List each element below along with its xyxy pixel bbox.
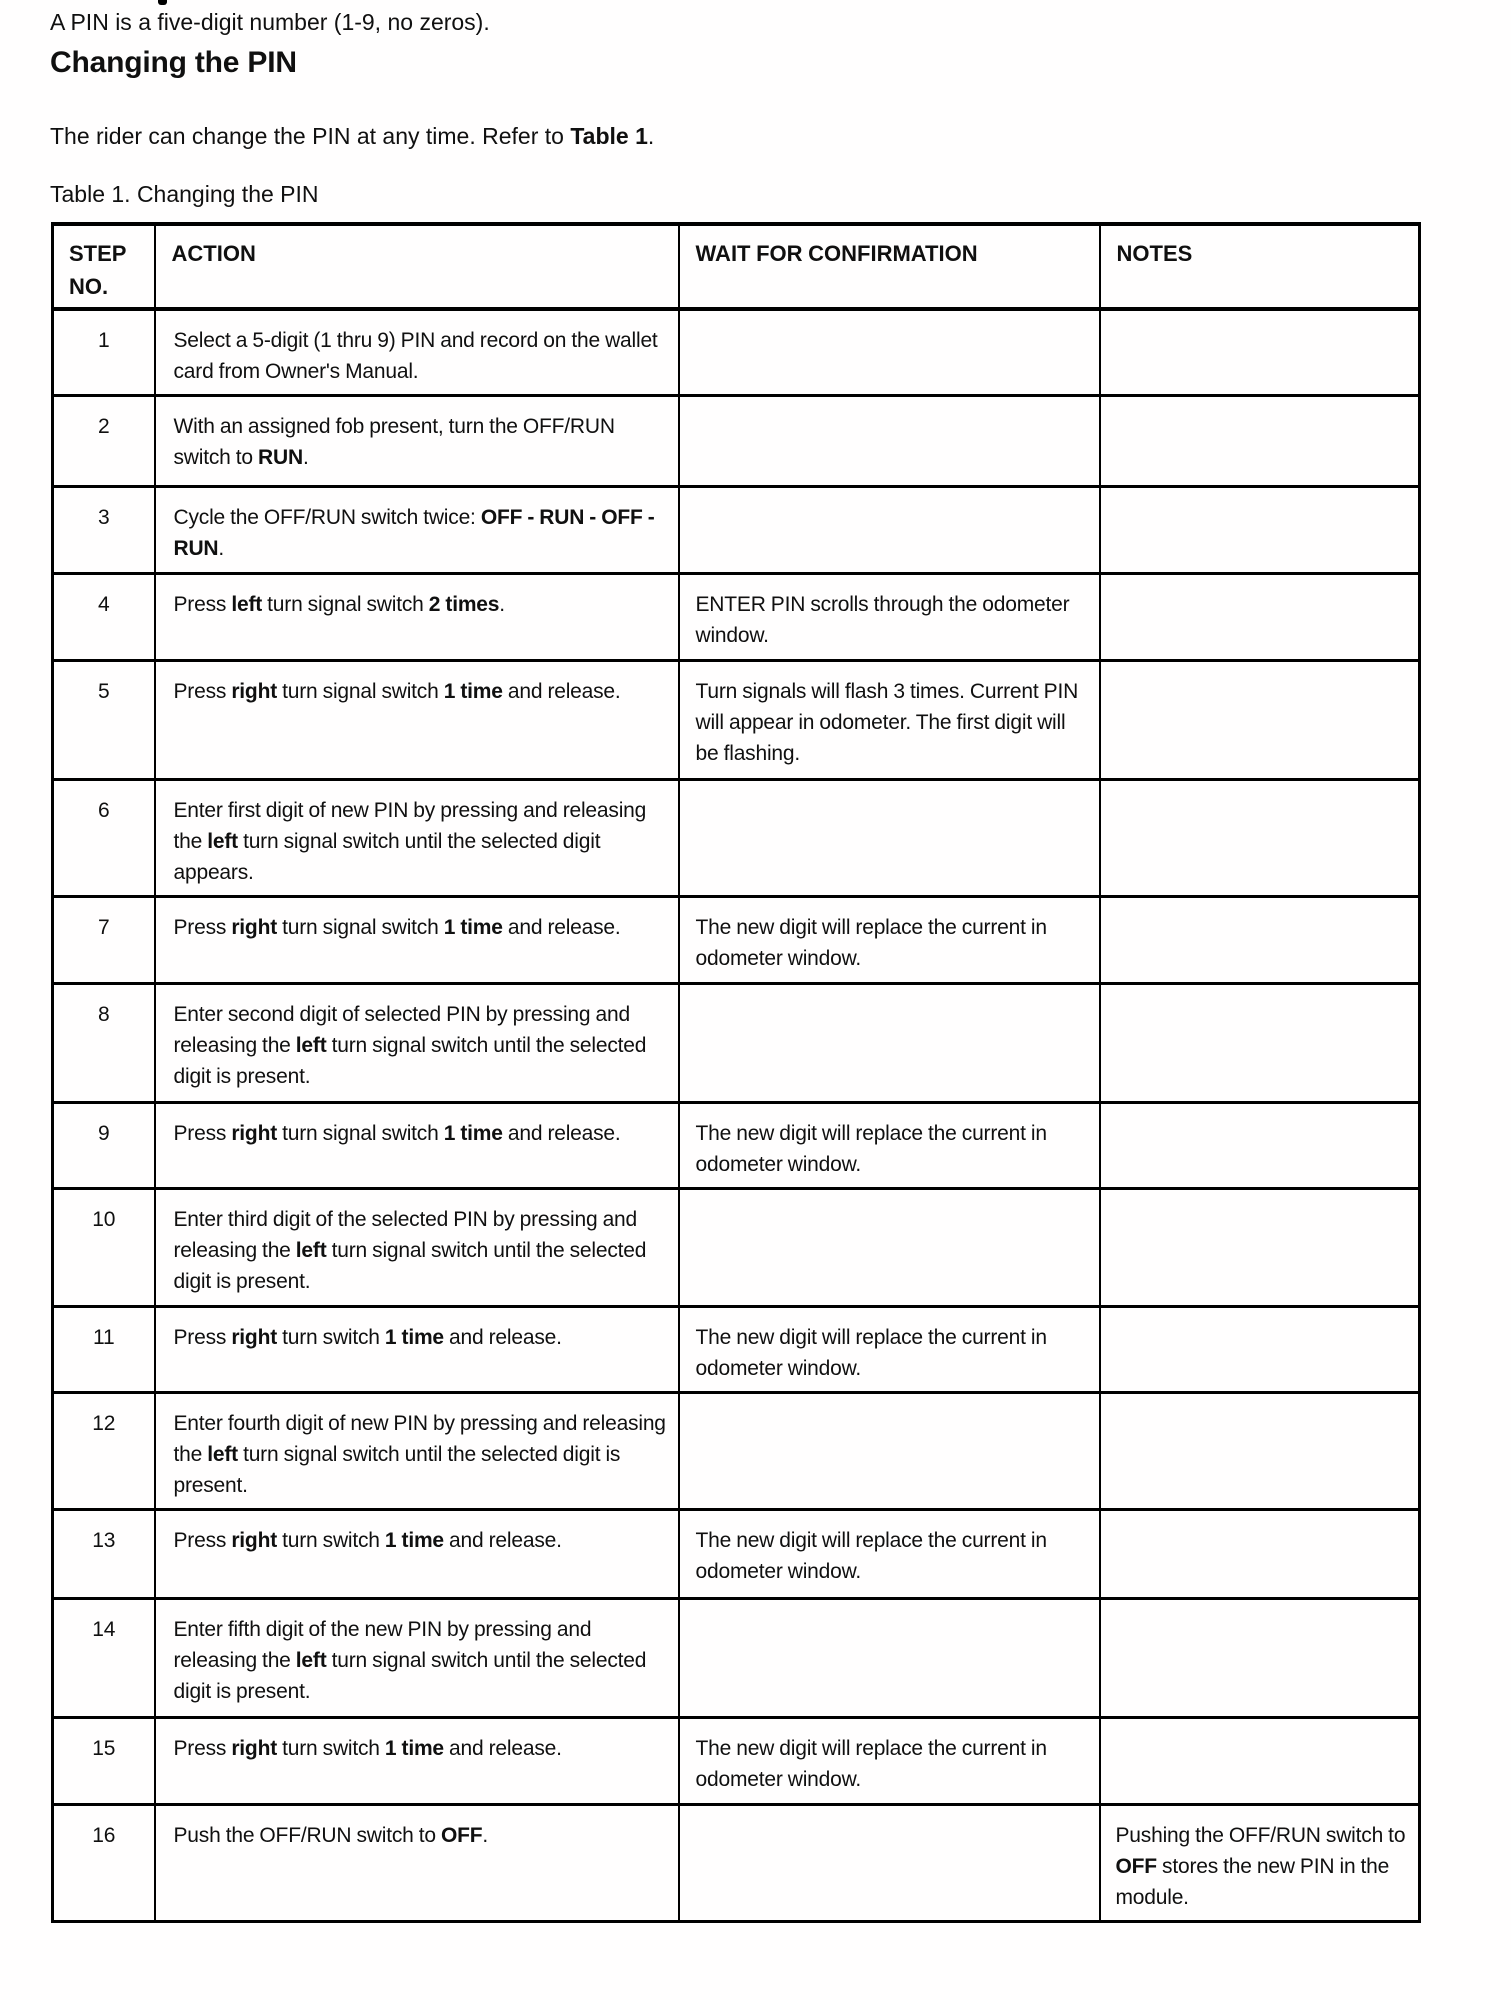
- text: 12: [92, 1411, 116, 1435]
- text: Press: [173, 915, 232, 939]
- text: .: [482, 1823, 489, 1847]
- bold-text: left: [295, 1238, 327, 1262]
- text: and release.: [502, 679, 621, 703]
- confirmation-cell: [679, 1598, 1100, 1717]
- header-notes: NOTES: [1100, 224, 1420, 309]
- text: turn switch: [276, 1325, 385, 1349]
- table-body: [53, 309, 1420, 1921]
- text: .: [499, 592, 505, 616]
- table-caption: Table 1. Changing the PIN: [50, 181, 319, 207]
- bold-text: OFF - RUN - OFF - RUN: [173, 505, 655, 560]
- text: Cycle the OFF/RUN switch twice:: [173, 505, 481, 529]
- bold-text: OFF: [441, 1823, 483, 1847]
- action-cell: [155, 1392, 679, 1509]
- text: The new digit will replace the current in odometer window.: [695, 1325, 1047, 1380]
- notes-cell: [1100, 983, 1420, 1102]
- text: .: [218, 536, 225, 560]
- text: 7: [98, 915, 110, 939]
- text: and release.: [443, 1528, 562, 1552]
- action-cell: [155, 779, 679, 896]
- header-action: ACTION: [155, 224, 679, 309]
- bold-text: right: [231, 1528, 277, 1552]
- table-row: [53, 1509, 1420, 1598]
- notes-cell: [1100, 779, 1420, 896]
- action-cell: [155, 660, 679, 779]
- text: Enter first digit of new PIN by pressing and releasing the: [173, 798, 647, 853]
- confirmation-cell: [679, 1804, 1100, 1921]
- text: 5: [98, 679, 110, 703]
- table-row: [53, 1717, 1420, 1804]
- text: Press: [173, 1528, 232, 1552]
- header-step-no: STEP NO.: [53, 224, 155, 309]
- action-cell: [155, 1306, 679, 1392]
- text: 16: [92, 1823, 116, 1847]
- action-cell: [155, 896, 679, 983]
- step-no-cell: [53, 573, 155, 660]
- confirmation-cell: [679, 660, 1100, 779]
- action-cell: [155, 1188, 679, 1306]
- text: Enter second digit of selected PIN by pressing and releasing the: [173, 1002, 630, 1057]
- text: The new digit will replace the current in odometer window.: [695, 1736, 1047, 1791]
- notes-cell: [1100, 896, 1420, 983]
- action-cell: [155, 573, 679, 660]
- table-row: [53, 1598, 1420, 1717]
- step-no-cell: [53, 486, 155, 573]
- text: stores the new PIN in the module.: [1115, 1854, 1390, 1909]
- action-cell: [155, 309, 679, 395]
- bold-text: 1 time: [443, 1121, 503, 1145]
- text: ENTER PIN scrolls through the odometer window.: [695, 592, 1070, 647]
- confirmation-cell: [679, 1306, 1100, 1392]
- text: Push the OFF/RUN switch to: [173, 1823, 442, 1847]
- text: 1: [98, 329, 110, 352]
- notes-cell: [1100, 1392, 1420, 1509]
- changing-pin-table: [51, 222, 1421, 1923]
- step-no-cell: [53, 1717, 155, 1804]
- step-no-cell: [53, 1188, 155, 1306]
- notes-cell: [1100, 395, 1420, 486]
- text: turn signal switch: [262, 592, 429, 616]
- text: Press: [173, 1121, 232, 1145]
- step-no-cell: [53, 1598, 155, 1717]
- action-cell: [155, 1598, 679, 1717]
- notes-cell: [1100, 660, 1420, 779]
- step-no-cell: [53, 983, 155, 1102]
- bold-text: right: [231, 915, 277, 939]
- text: turn signal switch: [276, 915, 444, 939]
- bold-text: left: [207, 829, 238, 853]
- action-cell: [155, 395, 679, 486]
- text: and release.: [443, 1325, 562, 1349]
- notes-cell: [1100, 573, 1420, 660]
- step-no-cell: [53, 1509, 155, 1598]
- text: Enter fifth digit of the new PIN by pressing and releasing the: [173, 1617, 592, 1672]
- text: .: [647, 123, 655, 149]
- notes-cell: [1100, 1717, 1420, 1804]
- confirmation-cell: [679, 1717, 1100, 1804]
- confirmation-cell: [679, 983, 1100, 1102]
- table-row: [53, 779, 1420, 896]
- confirmation-cell: [679, 395, 1100, 486]
- text: and release.: [502, 915, 621, 939]
- step-no-cell: [53, 1804, 155, 1921]
- text: turn signal switch until the selected digit is present.: [173, 1442, 621, 1497]
- text: Pushing the OFF/RUN switch to: [1115, 1823, 1406, 1847]
- text: .: [302, 445, 309, 469]
- bold-text: right: [231, 1736, 277, 1760]
- text: turn signal switch: [276, 1121, 444, 1145]
- text: 8: [98, 1002, 110, 1026]
- bold-text: 2 times: [428, 592, 500, 616]
- text: and release.: [443, 1736, 562, 1760]
- pin-definition-text: A PIN is a five-digit number (1-9, no zeros).: [50, 9, 490, 35]
- action-cell: [155, 1509, 679, 1598]
- section-heading: Changing the PIN: [50, 46, 297, 79]
- text: 3: [98, 505, 110, 529]
- text: and release.: [502, 1121, 621, 1145]
- action-cell: [155, 1804, 679, 1921]
- notes-cell: [1100, 486, 1420, 573]
- action-cell: [155, 1102, 679, 1188]
- text: 10: [92, 1207, 116, 1231]
- confirmation-cell: [679, 1102, 1100, 1188]
- text: 14: [92, 1617, 116, 1641]
- notes-cell: [1100, 1804, 1420, 1921]
- bold-text: left: [231, 592, 263, 616]
- text: The rider can change the PIN at any time. Refer to: [50, 123, 571, 149]
- notes-cell: [1100, 1598, 1420, 1717]
- table-row: [53, 1392, 1420, 1509]
- text: Enter third digit of the selected PIN by pressing and releasing the: [173, 1207, 638, 1262]
- table-row: [53, 395, 1420, 486]
- step-no-cell: [53, 1392, 155, 1509]
- notes-cell: [1100, 1306, 1420, 1392]
- bold-text: 1 time: [443, 915, 503, 939]
- text: turn signal switch until the selected digit is present.: [173, 1033, 647, 1088]
- text: 6: [98, 798, 110, 822]
- header-confirmation: WAIT FOR CONFIRMATION: [679, 224, 1100, 309]
- text: The new digit will replace the current in odometer window.: [695, 1528, 1047, 1583]
- table-row: [53, 1102, 1420, 1188]
- text: Enter fourth digit of new PIN by pressing and releasing the: [173, 1411, 666, 1466]
- table-row: [53, 573, 1420, 660]
- step-no-cell: [53, 395, 155, 486]
- table-row: [53, 1188, 1420, 1306]
- text: The new digit will replace the current in odometer window.: [695, 1121, 1047, 1176]
- table-row: [53, 1306, 1420, 1392]
- table-row: [53, 660, 1420, 779]
- bold-text: OFF: [1115, 1854, 1157, 1878]
- text: Press: [173, 592, 232, 616]
- confirmation-cell: [679, 573, 1100, 660]
- bold-text: right: [231, 679, 277, 703]
- step-no-cell: [53, 896, 155, 983]
- intro-sentence: [50, 122, 654, 150]
- text: turn signal switch until the selected digit is present.: [173, 1238, 647, 1293]
- notes-cell: [1100, 1188, 1420, 1306]
- table-row: [53, 896, 1420, 983]
- action-cell: [155, 983, 679, 1102]
- bold-text: RUN: [258, 445, 303, 469]
- text: 4: [98, 592, 110, 616]
- confirmation-cell: [679, 1392, 1100, 1509]
- confirmation-cell: [679, 1188, 1100, 1306]
- text: With an assigned fob present, turn the OFF/RUN switch to: [173, 414, 615, 469]
- text: Select a 5-digit (1 thru 9) PIN and record on the wallet card from Owner's Manual.: [173, 329, 658, 383]
- confirmation-cell: [679, 896, 1100, 983]
- bold-text: 1 time: [384, 1325, 444, 1349]
- table-header-row: [53, 224, 1420, 309]
- text: 2: [98, 414, 110, 438]
- table-row: [53, 1804, 1420, 1921]
- step-no-cell: [53, 1306, 155, 1392]
- step-no-cell: [53, 660, 155, 779]
- confirmation-cell: [679, 486, 1100, 573]
- bold-text: left: [295, 1648, 327, 1672]
- action-cell: [155, 486, 679, 573]
- text: turn signal switch until the selected digit appears.: [173, 829, 601, 884]
- notes-cell: [1100, 1509, 1420, 1598]
- text: 9: [98, 1121, 110, 1145]
- bold-text: Table 1: [570, 123, 648, 149]
- table-row: [53, 486, 1420, 573]
- text: 15: [92, 1736, 116, 1760]
- bold-text: left: [207, 1442, 238, 1466]
- step-no-cell: [53, 779, 155, 896]
- cropped-text-fragment: [158, 0, 167, 5]
- bold-text: left: [295, 1033, 327, 1057]
- bold-text: right: [231, 1121, 277, 1145]
- step-no-cell: [53, 309, 155, 395]
- text: Press: [173, 1736, 232, 1760]
- notes-cell: [1100, 1102, 1420, 1188]
- text: The new digit will replace the current in odometer window.: [695, 915, 1047, 970]
- text: turn signal switch until the selected digit is present.: [173, 1648, 647, 1703]
- bold-text: right: [231, 1325, 277, 1349]
- notes-cell: [1100, 309, 1420, 395]
- text: turn switch: [276, 1528, 385, 1552]
- text: turn switch: [276, 1736, 385, 1760]
- confirmation-cell: [679, 1509, 1100, 1598]
- text: Press: [173, 1325, 232, 1349]
- bold-text: 1 time: [384, 1736, 444, 1760]
- text: 11: [93, 1325, 115, 1349]
- bold-text: 1 time: [384, 1528, 444, 1552]
- action-cell: [155, 1717, 679, 1804]
- text: Turn signals will flash 3 times. Current PIN will appear in odometer. The first digit will be flashing.: [695, 679, 1079, 765]
- confirmation-cell: [679, 309, 1100, 395]
- text: 13: [92, 1528, 116, 1552]
- text: Press: [173, 679, 232, 703]
- text: turn signal switch: [276, 679, 444, 703]
- bold-text: 1 time: [443, 679, 503, 703]
- step-no-cell: [53, 1102, 155, 1188]
- confirmation-cell: [679, 779, 1100, 896]
- table-row: [53, 309, 1420, 395]
- table-row: [53, 983, 1420, 1102]
